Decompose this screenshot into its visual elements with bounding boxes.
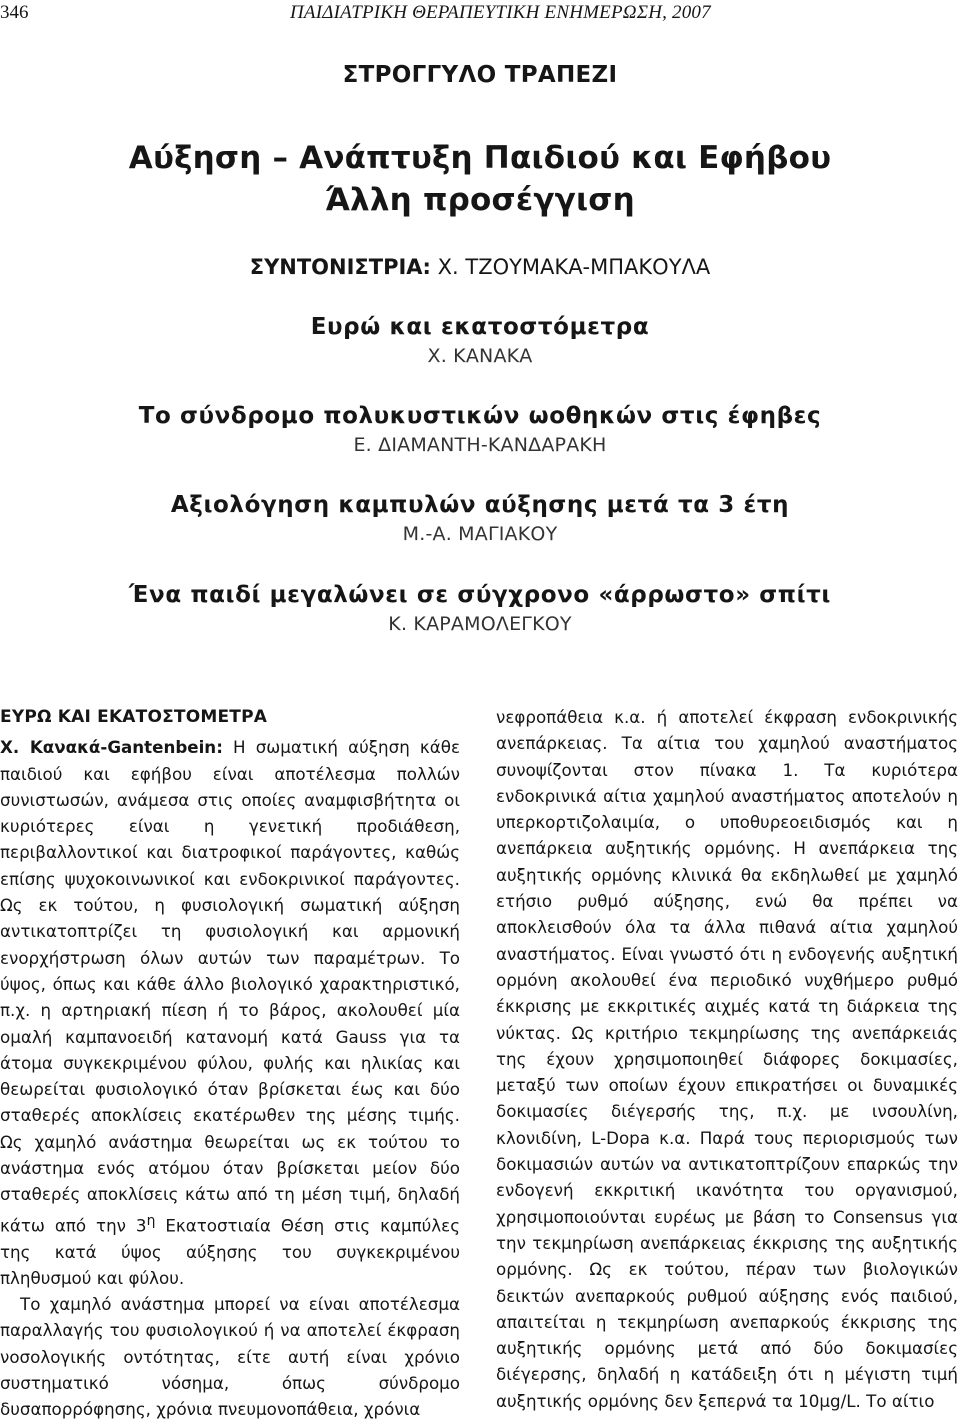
coordinator-name: Χ. ΤΖΟΥΜΑΚΑ-ΜΠΑΚΟΥΛΑ (437, 255, 711, 279)
article-p1-end: Εκατοστιαία Θέση στις καμπύλες της κατά ύψος αύξησης του συγκεκριμένου πληθυσμού και φύλου. (0, 1215, 460, 1288)
journal-title: ΠΑΙΔΙΑΤΡΙΚΗ ΘΕΡΑΠΕΥΤΙΚΗ ΕΝΗΜΕΡΩΣΗ, 2007 (290, 2, 711, 23)
page-title-line-1: Αύξηση – Ανάπτυξη Παιδιού και Εφήβου (128, 140, 832, 176)
article-paragraph-2: Το χαμηλό ανάστημα μπορεί να είναι αποτέλεσμα παραλλαγής του φυσιολογικού ή να αποτελεί έκφραση νοσολογικής οντότητας, είτε αυτή είναι χρόνιο συστηματικό νόσημα, όπως σύνδρομο δυσαπορρόφησης, χρόνια πνευμονοπάθεια, χρόνια (0, 1294, 460, 1420)
page-title-line-2: Άλλη προσέγγιση (325, 182, 635, 218)
article-left-column (0, 704, 460, 1423)
article-heading: ΕΥΡΩ ΚΑΙ ΕΚΑΤΟΣΤΟΜΕΤΡΑ (0, 707, 268, 727)
article-paragraph-1 (0, 734, 460, 1291)
coordinator-label: ΣΥΝΤΟΝΙΣΤΡΙΑ: (249, 255, 431, 279)
article-right-text: νεφροπάθεια κ.α. ή αποτελεί έκφραση ενδοκρινικής ανεπάρκειας. Τα αίτια του χαμηλού αναστήματος συνοψίζονται στον πίνακα 1. Τα κυριότερα ενδοκρινικά αίτια χαμηλού αναστήματος αποτελούν η υπερκορτιζολαιμία, ο υποθυρεοειδισμός και η ανεπάρκεια αυξητικής ορμόνης. Η ανεπάρκεια της αυξητικής ορμόνης κλινικά θα εκδηλωθεί με χαμηλό ετήσιο ρυθμό αύξησης, ενώ θα πρέπει να αποκλεισθούν όλα τα άλλα πιθανά αίτια χαμηλού αναστήματος. Είναι γνωστό ότι η ενδογενής αυξητική ορμόνη ακολουθεί ένα περιοδικό νυχθήμερο ρυθμό έκκρισης με εκκριτικές αιχμές κατά τη διάρκεια της νύκτας. Ως κριτήριο τεκμηρίωσης της ανεπάρκειάς της έχουν χρησιμοποιηθεί διάφορες δοκιμασίες, μεταξύ των οποίων έχουν επικρατήσει οι δυναμικές δοκιμασίες διέγερσής της, π.χ. με ινσουλίνη, κλονιδίνη, L-Dopa κ.α. Παρά τους περιορισμούς των δοκιμασιών αυτών να αντικατοπτρίζουν επαρκώς την ενδογενή εκκριτική ικανότητα του οργανισμού, χρησιμοποιούνται ευρέως με βάση το Consensus για την τεκμηρίωση ανεπάρκειας έκκρισης της αυξητικής ορμόνης. Ως εκ τούτου, πέραν των βιολογικών δεικτών ανεπαρκούς ρυθμού αύξησης ενός παιδιού, απαιτείται η τεκμηρίωση ανεπαρκούς έκκρισης της αυξητικής ορμόνης μετά από δύο δοκιμασίες διέγερσης, δηλαδή η κατάδειξη ότι η μέγιστη τιμή αυξητικής ορμόνης δεν ξεπερνά τα 10μg/L. Το αίτιο (496, 707, 958, 1411)
article-p1-superscript: η (146, 1212, 156, 1229)
coordinator-line (0, 255, 960, 279)
article-author-lead: Χ. Κανακά-Gantenbein: (0, 737, 223, 758)
talk-author-4: Κ. ΚΑΡΑΜΟΛΕΓΚΟΥ (388, 613, 572, 635)
talk-title-3: Αξιολόγηση καμπυλών αύξησης μετά τα 3 έτη (170, 492, 790, 518)
page-number: 346 (0, 2, 29, 23)
article-p1-text: Η σωματική αύξηση κάθε παιδιού και εφήβου είναι αποτέλεσμα πολλών συνιστωσών, ανάμεσα στις οποίες αναμφισβήτητα οι κυριότερες είναι η γενετική προδιάθεση, περιβαλλοντικοί και διατροφικοί παράγοντες, καθώς επίσης ψυχοκοινωνικοί και ενδοκρινικοί παράγοντες. Ως εκ τούτου, η φυσιολογική σωματική αύξηση αντικατοπτρίζει τη φυσιολογική και αρμονική ενορχήστρωση όλων αυτών των παραμέτρων. Το ύψος, όπως και κάθε άλλο βιολογικό χαρακτηριστικό, π.χ. η αρτηριακή πίεση ή το βάρος, ακολουθεί μία ομαλή καμπανοειδή κατανομή κατά Gauss για τα άτομα συγκεκριμένου φύλου, φυλής και ηλικίας και θεωρείται φυσιολογικό όταν βρίσκεται έως και δύο σταθερές αποκλίσεις εκατέρωθεν της μέσης τιμής. Ως χαμηλό ανάστημα θεωρείται ως εκ τούτου το ανάστημα ενός ατόμου όταν βρίσκεται μείον δύο σταθερές αποκλίσεις κάτω από τη μέση τιμή, δηλαδή κάτω από την 3 (0, 737, 460, 1236)
talk-author-1: Χ. ΚΑΝΑΚΑ (427, 345, 533, 367)
article-right-column (496, 704, 958, 1414)
running-header (0, 2, 960, 28)
talk-title-1: Ευρώ και εκατοστόμετρα (310, 314, 650, 340)
talk-author-3: Μ.-Α. ΜΑΓΙΑΚΟΥ (402, 523, 558, 545)
talk-title-4: Ένα παιδί μεγαλώνει σε σύγχρονο «άρρωστο» σπίτι (129, 582, 831, 608)
section-title: ΣΤΡΟΓΓΥΛΟ ΤΡΑΠΕΖΙ (342, 62, 618, 88)
talk-title-2: Το σύνδρομο πολυκυστικών ωοθηκών στις έφηβες (138, 403, 822, 429)
talk-author-2: Ε. ΔΙΑΜΑΝΤΗ-ΚΑΝΔΑΡΑΚΗ (353, 434, 607, 456)
